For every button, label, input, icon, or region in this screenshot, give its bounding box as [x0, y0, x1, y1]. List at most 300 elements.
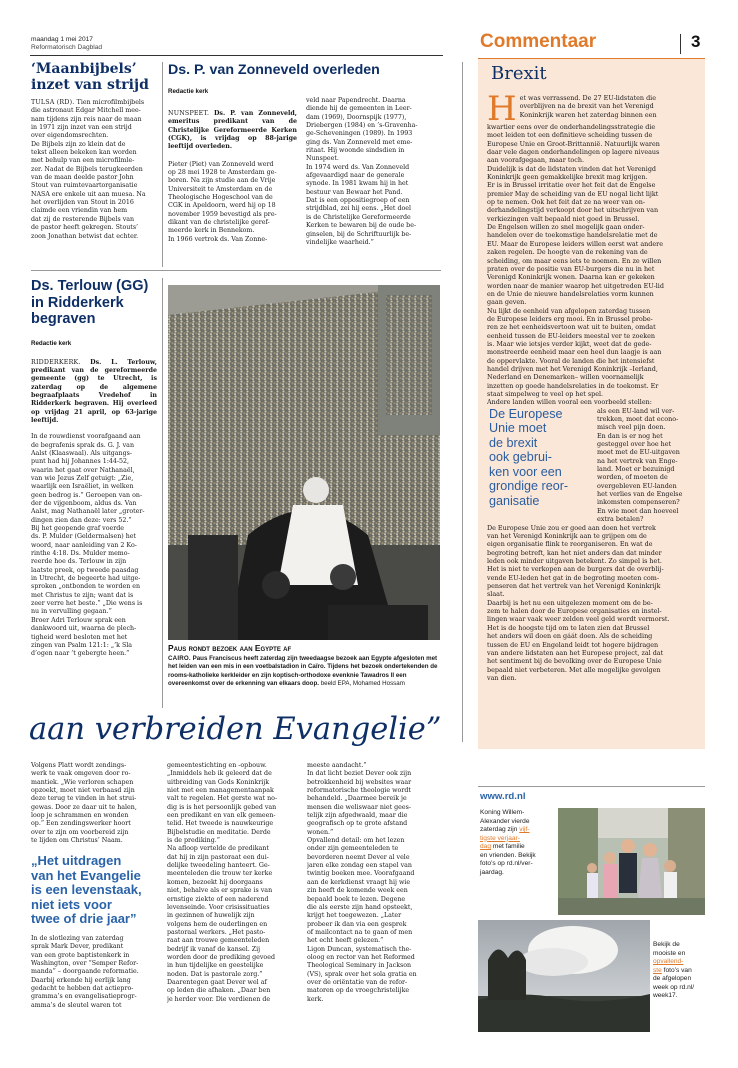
text-line: het overlijden van Stout in 2016	[31, 199, 134, 207]
dateline: NUNSPEET.	[168, 110, 210, 117]
text-line: Daarentegen gaat Dever wel af	[167, 978, 267, 986]
text-line: EU. Maar de Europese leiders willen eerst wat andere	[487, 239, 663, 248]
rd-line: jaardag.	[480, 868, 504, 876]
text-line: gramma’s en evangelisatieprogr-	[31, 993, 137, 1001]
text-line: sproken „ontbonden te worden en	[31, 583, 141, 591]
text-line: boren. Na zijn studie aan de Vrije	[168, 177, 276, 185]
rd-line: week17.	[653, 992, 678, 999]
pull-line: van het Evangelie	[31, 867, 141, 883]
text-line: extra betalen?	[597, 515, 644, 524]
rd-line: en vrienden. Bekijk	[480, 851, 536, 859]
text-line: na het vertrek van Enge-	[597, 456, 678, 465]
commentaar-body-2	[487, 524, 699, 683]
text-line: bepaald niet verbeteren. Met alle mogelijke gevolgen	[487, 665, 661, 674]
text-line: met Christus te zijn; want dat is	[31, 591, 134, 599]
text-line: de pastor heeft gekregen. Stouts’	[31, 224, 139, 232]
text-line: afgevaardigd naar de generale	[306, 172, 405, 180]
text-line: der de vijgenboom, aldus ds. Van	[31, 500, 137, 507]
zonneveld-col2	[306, 97, 436, 247]
text-line: diende hij de gemeenten in Leer-	[306, 105, 412, 113]
text-line: ernstige ziekte of een naderend	[167, 895, 269, 903]
text-line: (VS), sprak over het sola gratia en	[307, 970, 417, 978]
text-line: scheiding, om maar eens iets te noemen. En ze willen	[487, 256, 662, 265]
text-line: Ligon Duncan, systematisch the-	[307, 945, 412, 953]
text-line: het anders wil doen en gáát doen. Als de scheiding	[487, 632, 653, 641]
pull-line: ken voor een	[489, 464, 562, 479]
zonneveld-col1-body	[168, 161, 297, 244]
rd-text: foto’s van	[661, 966, 692, 974]
maanbijbels-article	[31, 62, 157, 241]
maanbijbels-title	[31, 62, 157, 93]
text-line: zingen van Psalm 121:1: „’k Sla	[31, 641, 133, 649]
zonneveld-col1	[168, 110, 297, 244]
zonneveld-article	[168, 62, 438, 246]
text-line: ge-Scheveningen (1989). In 1993	[306, 130, 413, 138]
pull-line: twee of drie jaar”	[31, 911, 137, 927]
text-line: werk te vaak omgeven door ro-	[31, 770, 131, 778]
evangelie-col2	[167, 762, 299, 1004]
text-line: de begrafenis sprak ds. G. J. van	[31, 441, 134, 449]
text-line: dikant van de christelijke geref-	[168, 219, 270, 227]
pull-line: „Het uitdragen	[31, 853, 122, 869]
text-line: levenseinde. Voor crisissituaties	[167, 903, 270, 911]
caption-title: Paus rondt bezoek aan Egypte af	[168, 643, 292, 653]
intro-body	[487, 94, 699, 119]
text-line: woord, naar aanleiding van 2 Ko-	[31, 541, 137, 549]
text-line: Het is niet te verkopen aan de burgers dat de overblij-	[487, 565, 664, 574]
text-line: pastoraal werkers. „Het pasto-	[167, 928, 266, 936]
zonneveld-lead	[168, 110, 297, 152]
text-line: strijdblad, zei hij eens. „Het doel	[306, 205, 412, 213]
text-line: De Engelsen willen zo snel mogelijk gaan onder-	[487, 223, 645, 232]
commentaar-body-1	[487, 123, 699, 407]
text-line: en de Unie de nieuwe handelsrelaties vorm kunnen	[487, 289, 654, 298]
text-line: zeer verre het beste.” „Die wens is	[31, 600, 143, 608]
rdnl-site[interactable]: www.rd.nl	[480, 791, 526, 802]
royal-family-photo[interactable]	[558, 808, 705, 915]
text-line: Volgens Platt wordt zendings-	[31, 762, 127, 769]
dateline: CAIRO.	[168, 655, 191, 662]
text-line: ds. P. Mulder (Geldermalsen) het	[31, 533, 137, 541]
text-line: zaken regelen. De hoogte van de rekening van de	[487, 248, 648, 257]
text-line: jaren elke zondag een stapel van	[307, 862, 412, 870]
drop-cap: H	[487, 89, 517, 129]
text-line: handelen over de toekomstige handelsrelatie met de	[487, 231, 658, 240]
rd-text: met familie	[491, 843, 525, 850]
rd-line: week op rd.nl/	[653, 983, 695, 991]
caption-text	[168, 655, 440, 688]
text-line: of mailcontact na te gaan of men	[307, 928, 413, 936]
text-line: eigen organisatie flink te reorganiseren. En wat de	[487, 540, 653, 549]
evangelie-headline: aan verbreiden Evangelie”	[29, 712, 442, 747]
title-line: Ds. Terlouw (GG)	[31, 278, 149, 294]
text-line: synode. In 1981 kwam hij in het	[306, 180, 409, 188]
text-line: laatste preek, op tweede paasdag	[31, 566, 139, 574]
text-line: amma’s de sleutel waren tot	[31, 1001, 122, 1009]
week-link[interactable]: opvallend-	[653, 958, 684, 965]
text-line: NASA ere enkele uit aan muesa. Na	[31, 190, 146, 198]
commentaar-title: Brexit	[491, 63, 547, 84]
text-line: meeste aandacht.”	[307, 762, 367, 769]
text-line: worden, of moeten de	[597, 473, 668, 482]
text-line: worden door de prediking gevoed	[167, 953, 275, 961]
photo-credit: beeld EPA, Mohamed Hossam	[320, 679, 405, 687]
text-line: En dan is er nog het	[597, 431, 663, 440]
text-line: zem te halen door de Europese organisaties en instel-	[487, 607, 662, 616]
text-line: penseren dat het vertrek van het Verenigd Koninkrijk	[487, 582, 661, 591]
text-line: telijk zijn afgedwaald, maar die	[307, 812, 408, 820]
text-line: mensen die weliswaar niet gees-	[307, 803, 411, 811]
text-line: is de Christelijke Gereformeerde	[306, 213, 411, 221]
text-line: met behulp van een microfilmle-	[31, 157, 135, 165]
text-line: ren ze het eenheidsvertoon wat uit te buiten, omdat	[487, 323, 656, 332]
text-line: bevorderen neemt Dever al vele	[307, 853, 410, 861]
text-line: ging ds. Van Zonneveld met eme-	[306, 138, 413, 146]
rd-text: zaterdag zijn	[480, 826, 520, 833]
text-line: dam (1969), Doornspijk (1977),	[306, 113, 407, 121]
text-line: bepaald boek te lezen. Degene	[307, 895, 406, 903]
text-line: Opvallend detail: om het lezen	[307, 837, 405, 845]
text-line: ginselen, bij de Schriftuurlijk be-	[306, 230, 412, 238]
text-line: die astronaut Edgar Mitchell mee-	[31, 107, 141, 115]
rd-line: Alexander vierde	[480, 817, 530, 825]
text-line: zin heeft de komende week een	[307, 887, 408, 895]
text-line: te lijden om Christus’ Naam.	[31, 837, 123, 845]
text-line: d’ogen naar ’t gebergte heen.”	[31, 650, 130, 658]
pull-line: de brexit	[489, 435, 538, 450]
text-line: een predikant en van elk gemeen-	[167, 812, 276, 820]
text-line: Theologische Hogeschool van de	[168, 194, 273, 202]
text-line: Daarbij is het nu een uitgelezen moment om de be-	[487, 598, 653, 607]
text-line: inkomsten compenseren?	[597, 498, 680, 507]
text-line: is de prediking.”	[167, 837, 220, 845]
text-line: lingen waar vaak weer zelden veel geld wordt vermorst.	[487, 615, 670, 624]
text-line: TULSA (RD). Tien microfilmbijbels	[31, 99, 145, 106]
text-line: van de maan deelde pastor John	[31, 174, 134, 182]
text-line: Pieter (Piet) van Zonneveld werd	[168, 160, 274, 168]
text-line: Nederland en Denemarken– willen voornamelijk	[487, 373, 644, 382]
text-line: deze terug te vinden in het strui-	[31, 795, 137, 803]
text-line: Nu lijkt de eenheid van afgelopen zaterdag tussen	[487, 306, 651, 315]
text-line: Er is in Brussel irritatie over het feit dat de Engelse	[487, 181, 656, 190]
header-rule	[30, 55, 443, 56]
rd-line: Bekijk de	[653, 941, 680, 948]
text-line: Koninkrijk geen gemakkelijke brexit mag krijgen.	[487, 173, 648, 182]
dateline: RIDDERKERK.	[31, 358, 81, 366]
text-line: van dien.	[487, 673, 517, 682]
text-line: op.” Een zendingswerker hoort	[31, 820, 131, 828]
evangelie-col3	[307, 762, 441, 1004]
text-line: In de slotlezing van zaterdag	[31, 934, 124, 942]
text-line: Bijbelstudie en meditatie. Derde	[167, 828, 271, 836]
text-line: niet, behalve als er sprake is van	[167, 887, 273, 895]
text-line: dat zij de resterende Bijbels van	[31, 215, 135, 223]
text-line: op leden die afhaken. „Daar ben	[167, 987, 271, 995]
text-line: gesteggel over hoe het	[597, 440, 672, 449]
text-line: uitbreiding van Gods Koninkrijk	[167, 778, 270, 786]
text-line: CGK in Apeldoorn, werd hij op 18	[168, 202, 276, 210]
text-line: over te zijn om voorbereid zijn	[31, 828, 129, 836]
caption-body: Paus Franciscus heeft zaterdag zijn tweedaagse bezoek aan Egypte afgesloten met het leiden van een mis in een voetbalstadion in Caïro. Tijdens het bezoek ondertekenden de rooms-katholieke kerkleider en zijn koptisch-orthodoxe evenknie Tawadros II een overeenkomst over de erkenning van elkaars doop.	[168, 655, 438, 687]
stadium-crowd-image	[168, 285, 440, 640]
pull-line: niet iets voor	[31, 896, 112, 912]
text-line: Broer Adri Terlouw sprak een	[31, 616, 126, 624]
text-line: noden. Dat is pastorale zorg.”	[167, 970, 263, 978]
text-line: dig is is het persoonlijk gebed van	[167, 803, 277, 811]
text-line: inzetten op goede handelsrelaties in de toekomst. Er	[487, 381, 659, 390]
column-rule	[462, 62, 463, 742]
title-line: begraven	[31, 311, 96, 327]
text-line: wonen.”	[307, 828, 334, 836]
rd-line	[653, 958, 709, 967]
text-line: staat simpelweg te veel op het spel.	[487, 390, 604, 398]
pull-line: De Europese	[489, 406, 563, 421]
text-line: In 1966 vertrok ds. Van Zonne-	[168, 235, 268, 243]
verjaardag-link[interactable]: vijf-	[519, 826, 530, 833]
text-line: oloog en rector van het Reformed	[307, 953, 415, 961]
text-line: dat hij in zijn pastoraat een dui-	[167, 853, 269, 861]
rdnl-item-1	[480, 809, 556, 877]
terlouw-title	[31, 278, 157, 328]
section-title: Commentaar	[480, 31, 597, 52]
pull-line: ganisatie	[489, 493, 540, 508]
week-link[interactable]: ste	[653, 966, 662, 974]
week-photo[interactable]	[478, 920, 650, 1032]
verjaardag-link[interactable]: dag	[480, 843, 492, 850]
text-line: gedacht te hebben dat actiepro-	[31, 985, 134, 992]
commentaar-pullquote-row	[487, 407, 699, 524]
evangelie-col1b-body	[31, 935, 159, 1010]
text-line: raat aan trouwe gemeenteleden	[167, 937, 270, 945]
text-line: mantiek. „Wie verloren schapen	[31, 778, 134, 786]
text-line: behandeld. „Daarmee bereik je	[307, 795, 407, 803]
text-line: opzoekt, moet niet verbaasd zijn	[31, 787, 135, 795]
cloud-landscape-image	[478, 920, 650, 1032]
text-line: dankwoord uit, waarna de plech-	[31, 625, 137, 633]
text-line: gemeentestichting en -opbouw.	[167, 762, 267, 769]
text-line: derhandelingstijd verkoopt door het uitschrijven van	[487, 206, 659, 215]
text-line: handel drijven met het Verenigd Koninkrijk –Ierland,	[487, 364, 658, 373]
evangelie-col1	[31, 762, 159, 1010]
text-line: moet met de EU-uitgaven	[597, 448, 680, 457]
text-line: tigheid werd besloten met het	[31, 633, 128, 641]
pope-photo	[168, 285, 440, 640]
paper-name: Reformatorisch Dagblad	[31, 44, 103, 51]
text-line: over de oriëntatie van de refor-	[307, 978, 408, 986]
text-line: Aalst (Klaaswaal). Als uitgangs-	[31, 449, 132, 457]
text-line: in 1971 zijn inzet van een strijd	[31, 124, 132, 132]
text-line: je herder voor. Die verdienen de	[167, 995, 271, 1003]
text-line: nu in vervulling gegaan.”	[31, 608, 112, 616]
text-line: daar vele dagen onderhandelingen op lagere niveaus	[487, 148, 660, 157]
text-line: meerde kerk in Bennekom.	[168, 227, 255, 235]
text-line: telid. Het tweede is nauwkeurige	[167, 820, 274, 828]
terlouw-article	[31, 278, 157, 659]
text-line: De Bijbels zijn zo klein dat de	[31, 140, 126, 148]
text-line: Europese Unie en Groot-Brittannië. Natuurlijk waren	[487, 139, 660, 148]
text-line: komen, bezoekt hij doorgaans	[167, 878, 263, 886]
text-line: Theological Seminary in Jackson	[307, 962, 412, 970]
lead-text: Ds. P. van Zonneveld, emeritus predikant van de Christelijke Gereformeerde Kerken (CGK), is vrijdag op 88-jarige leeftijd overleden.	[168, 110, 297, 151]
terlouw-body	[31, 433, 157, 658]
dateline: TULSA (RD).	[31, 99, 77, 106]
text-line: tussen de EU en Engeland leidt tot hogere bijdragen	[487, 640, 659, 649]
text-line: als een EU-land wil ver-	[597, 406, 675, 415]
commentaar-pullquote	[489, 407, 589, 509]
text-line: geografisch op te grote afstand	[307, 820, 408, 828]
pull-line: is een levenstaak,	[31, 882, 142, 898]
text-line: trekken, moet dat econo-	[597, 415, 679, 424]
text-line: zoon Jonathan betwist dat echter.	[31, 232, 139, 240]
evangelie-col1-body	[31, 762, 159, 845]
text-line: november 1959 bevestigd als pre-	[168, 210, 277, 218]
text-line: loop je schrammen en wonden	[31, 812, 129, 820]
text-line: vindelijke waarheid.”	[306, 238, 374, 246]
text-line: Koninkrijk waren het zaterdag binnen een	[519, 110, 657, 119]
text-line: vende EU-leden het gat in de begroting moeten com-	[487, 573, 659, 582]
text-line: waarin het gaat over Nathanaël,	[31, 466, 135, 474]
text-line: et was verrassend. De 27 EU-lidstaten die	[519, 94, 657, 102]
maanbijbels-body	[31, 99, 157, 241]
text-line: overgebleven EU-landen	[597, 481, 677, 490]
text-line: Duidelijk is dat de lidstaten vinden dat het Verenigd	[487, 164, 656, 173]
text-line: „Inmiddels heb ik geleerd dat de	[167, 770, 272, 778]
text-line: betrokkenheid bij websites waar	[307, 778, 412, 786]
text-line: slaat.	[487, 590, 505, 599]
text-line: De Europese Unie zou er goed aan doen het vertrek	[487, 523, 656, 532]
text-line: nam tijdens zijn reis naar de maan	[31, 115, 142, 123]
text-line: op te nemen. Ook het feit dat ze na weer van on-	[487, 198, 645, 207]
rd-line	[653, 967, 709, 976]
text-line: Universiteit te Amsterdam en de	[168, 185, 273, 193]
evangelie-pullquote	[31, 854, 159, 927]
text-line: Stout van ruimtevaartorganisatie	[31, 182, 138, 190]
text-line: geen bedrog is.” Geroepen van on-	[31, 491, 143, 499]
pull-line: ook gebrui-	[489, 450, 553, 465]
text-line: overblijven na de brexit van het Verenigd	[519, 102, 654, 111]
text-line: op 28 mei 1928 te Amsterdam ge-	[168, 169, 277, 177]
rd-line: de afgelopen	[653, 975, 692, 982]
issue-date: maandag 1 mei 2017	[31, 36, 93, 43]
text-line: In dat licht beziet Dever ook zijn	[307, 770, 412, 778]
text-line: dingen zien dan deze: vers 52.”	[31, 516, 132, 524]
text-line: niet met een managementaanpak	[167, 787, 274, 795]
rd-line	[480, 826, 556, 835]
title-line: in Ridderkerk	[31, 294, 124, 311]
text-line: twintig boeken mee. Voorafgaand	[307, 870, 415, 878]
text-line: van het Verenigd Koninkrijk aan te grijpen om de	[487, 532, 647, 541]
text-line: delijke tweedeling hanteert. Ge-	[167, 862, 270, 870]
text-line: aan de kerkdienst vraagt hij wie	[307, 878, 411, 886]
text-line: gaan geven.	[487, 298, 527, 307]
text-line: land. Moet er bezuinigd	[597, 465, 675, 474]
text-line: in Utrecht, de begeerte had uitge-	[31, 575, 141, 583]
text-line: van andere lidstaten aan het Europese project, zal dat	[487, 648, 664, 657]
text-line: waarlijk een Israëliet, in welken	[31, 483, 134, 491]
text-line: Verenigd Koninkrijk wonen. Daarna kan er gekeken	[487, 273, 655, 282]
text-line: tekst alleen bekeken kan worden	[31, 149, 137, 157]
header-date-block	[31, 36, 102, 52]
pull-line: grondige reor-	[489, 479, 569, 494]
text-line: eenheid tussen de EU-leiders meestal ver te zoeken	[487, 331, 656, 340]
lead-text: Ds. L. Terlouw, predikant van de gereformeerde gemeente (gg) te Utrecht, is zaterdag op de algemene begraafplaats Vredehof in Ridderkerk begraven. Hij overleed op vrijdag 21 april, op 63-jarige leeftijd.	[31, 358, 157, 424]
text-line: Nunspeet.	[306, 155, 339, 163]
text-line: in gezinnen of huwelijk zijn	[167, 912, 255, 920]
text-line: aan voorafgegaan, maar toch.	[487, 156, 584, 165]
text-line: het echt heeft gelezen.”	[307, 937, 384, 945]
page-number: 3	[691, 32, 701, 51]
text-line: Dat is een oppositiegroep of een	[306, 197, 410, 205]
column-rule	[162, 278, 163, 708]
text-line: Kerken te bewaren bij de oude be-	[306, 222, 417, 230]
rd-line	[480, 843, 556, 852]
text-line: moet leiden tot een definitieve scheiding tussen de	[487, 131, 653, 140]
rd-line: Koning Willem-	[480, 809, 525, 816]
text-line: die als eerste zijn hand opsteekt,	[307, 903, 413, 911]
text-line: Bij het geopende graf voerde	[31, 525, 124, 533]
text-line: volgens hem de ouderlingen en	[167, 920, 268, 928]
rd-line: mooiste en	[653, 949, 686, 957]
text-line: Na afloop vertelde de predikant	[167, 845, 269, 853]
commentaar-article	[487, 62, 699, 682]
commentaar-narrow	[597, 407, 699, 524]
zonneveld-byline: Redactie kerk	[168, 88, 209, 95]
zonneveld-title: Ds. P. van Zonneveld overleden	[168, 62, 380, 78]
text-line: monstreerde eenheid maar een heel dun laagje is aan	[487, 348, 662, 357]
text-line: Het is de hoogste tijd om te laten zien dat Brussel	[487, 623, 650, 632]
text-line: leden ook minder uitgaven betekent. Zo simpel is het.	[487, 557, 662, 566]
text-line: matoren op de vroegchristelijke	[307, 987, 410, 995]
terlouw-byline: Redactie kerk	[31, 339, 72, 347]
text-line: In 1974 werd ds. Van Zonneveld	[306, 163, 410, 171]
text-line: veld naar Papendrecht. Daarna	[306, 97, 406, 104]
text-line: rinthe 4:18. Ds. Mulder memo-	[31, 550, 130, 558]
column-rule	[162, 62, 163, 267]
text-line: krijgt het toegewezen. „Later	[307, 912, 402, 920]
text-line: sprak Mark Dever, predikant	[31, 943, 124, 951]
text-line: verkiezingen valt bepaald niet goed in Brussel.	[487, 214, 640, 223]
royal-family-image	[558, 808, 705, 915]
text-line: En wie moet dan hoeveel	[597, 506, 679, 515]
section-rule	[31, 270, 441, 271]
text-line: gewas. Door ze daar uit te halen,	[31, 803, 137, 811]
verjaardag-link[interactable]: tigste verjaar-	[480, 834, 520, 842]
title-line: inzet van strijd	[31, 76, 149, 93]
text-line: Washington, over “Semper Refor-	[31, 959, 139, 967]
text-line: over eigendomsrechten.	[31, 132, 109, 140]
text-line: bedrijf ik vanaf de kansel. Zij	[167, 945, 261, 953]
text-line: het verlies van de Engelse	[597, 490, 683, 499]
text-line: Driebergen (1984) en ’s-Gravenha-	[306, 122, 418, 130]
text-line: de Europese leiders erg mooi. En in Brussel probe-	[487, 314, 653, 323]
text-line: reerde hoe ds. Terlouw in zijn	[31, 558, 127, 566]
text-line: claimde een vriendin van hem	[31, 207, 128, 215]
text-line: van wie Jezus Zelf getuigt: „Zie,	[31, 474, 134, 482]
text-line: Daarbij erkende hij eerlijk lang	[31, 976, 131, 984]
text-line: van een grote baptistenkerk in	[31, 951, 130, 959]
header-divider	[680, 34, 681, 54]
text-line: ritaat. Hij woonde sindsdien in	[306, 147, 405, 155]
text-line: misch veel pijn doen.	[597, 423, 666, 432]
text-line: kerk.	[307, 995, 324, 1003]
text-line: zer. Nadat de Bijbels terugkeerden	[31, 165, 143, 173]
text-line: Aalst, mag Nathanaël later „groter-	[31, 508, 145, 516]
text-line: het sentiment bij de bevolking over de Europese Unie	[487, 657, 662, 666]
text-line: in hun tijdelijke en geestelijke	[167, 962, 264, 970]
text-line: premier May de scheiding van de EU nogal licht lijkt	[487, 189, 659, 198]
rd-line	[480, 835, 556, 844]
text-line: manda” – doorgaande reformatie.	[31, 968, 139, 976]
